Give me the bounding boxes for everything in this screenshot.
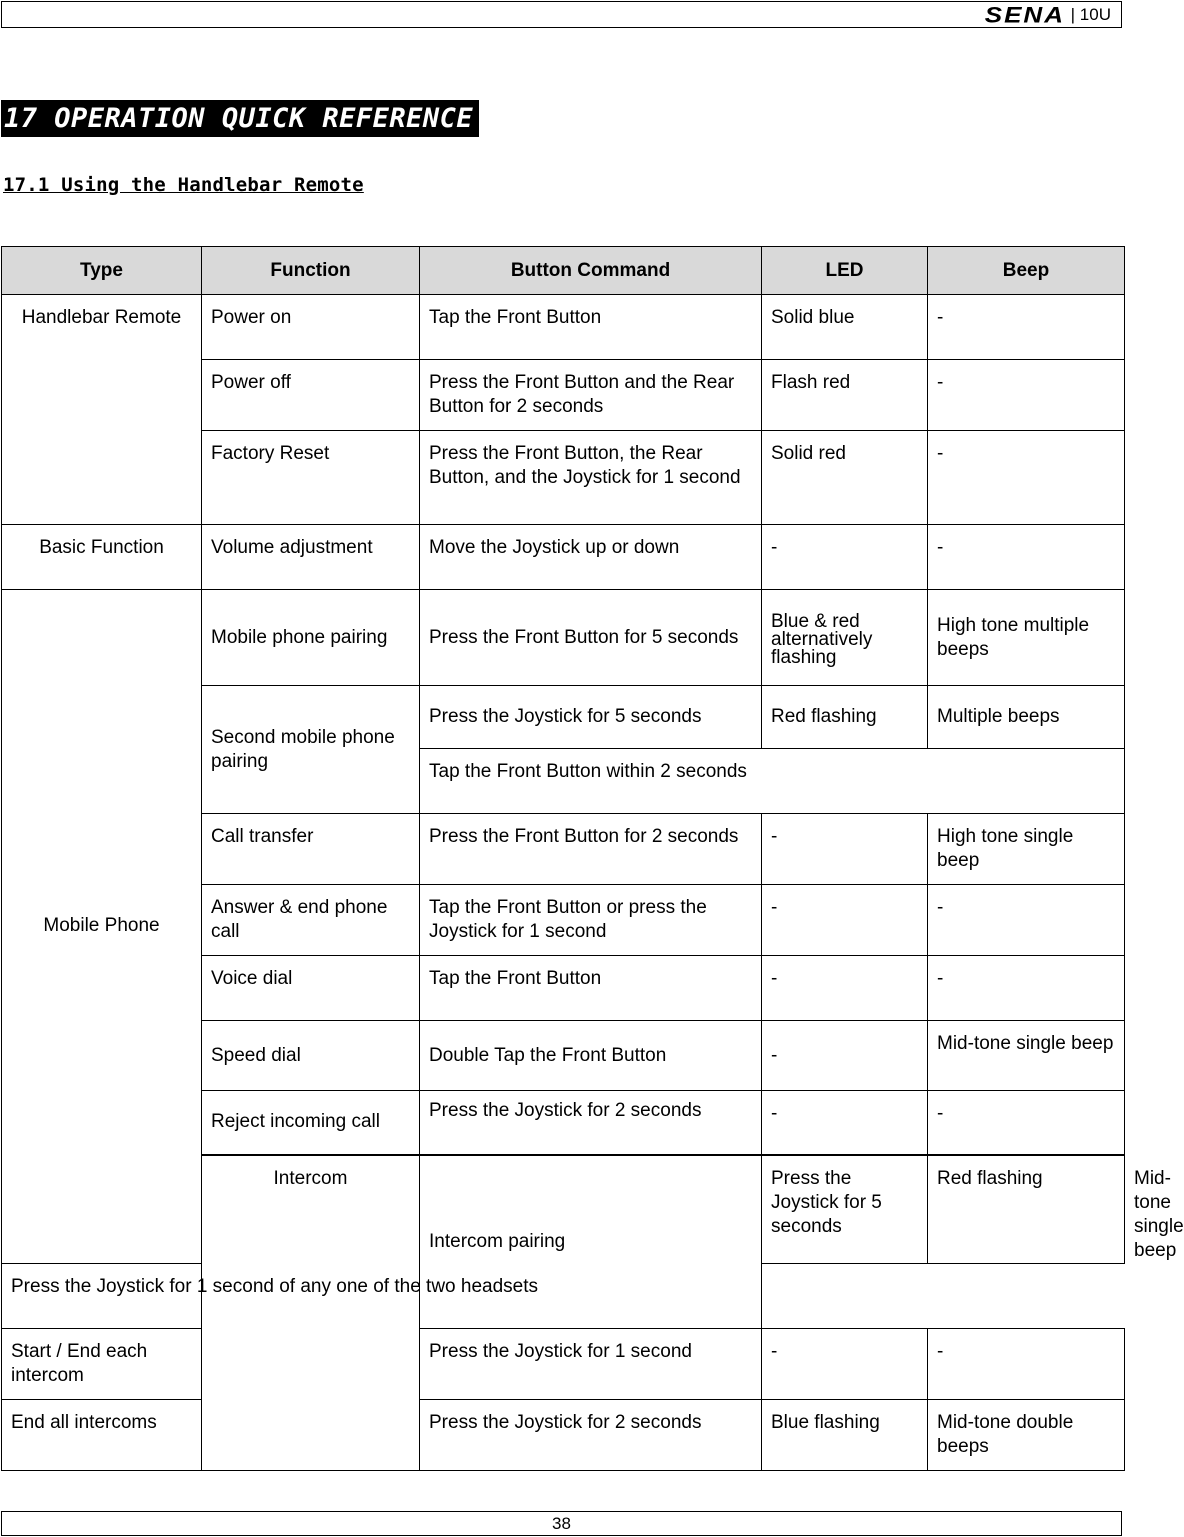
led-cell: Flash red — [762, 360, 928, 431]
beep-cell: Multiple beeps — [928, 686, 1125, 749]
function-cell: Reject incoming call — [202, 1091, 420, 1155]
command-cell: Press the Front Button for 2 seconds — [420, 814, 762, 885]
command-cell: Press the Joystick for 5 seconds — [420, 686, 762, 749]
table-row — [2, 1328, 1125, 1399]
function-cell: Mobile phone pairing — [202, 590, 420, 686]
command-cell: Double Tap the Front Button — [420, 1021, 762, 1091]
quick-reference-table — [1, 246, 1184, 1471]
function-cell: Power on — [202, 295, 420, 360]
table-row — [2, 590, 1125, 686]
function-cell: Power off — [202, 360, 420, 431]
command-cell: Press the Joystick for 1 second of any one of the two headsets — [2, 1263, 762, 1328]
led-cell: Red flashing — [762, 686, 928, 749]
function-cell: Second mobile phone pairing — [202, 686, 420, 814]
command-cell: Press the Joystick for 5 seconds — [762, 1155, 928, 1264]
page-header — [1, 1, 1122, 28]
header-function: Function — [202, 247, 420, 295]
beep-cell: - — [928, 956, 1125, 1021]
beep-cell: - — [928, 1091, 1125, 1155]
function-cell: Call transfer — [202, 814, 420, 885]
led-cell: Blue flashing — [762, 1399, 928, 1470]
led-cell: Solid blue — [762, 295, 928, 360]
led-cell: - — [762, 814, 928, 885]
table-header-row — [2, 247, 1125, 295]
header-led: LED — [762, 247, 928, 295]
page-number: 38 — [552, 1514, 571, 1533]
beep-cell: High tone single beep — [928, 814, 1125, 885]
led-cell: Red flashing — [928, 1155, 1125, 1264]
led-cell: - — [762, 956, 928, 1021]
header-type: Type — [2, 247, 202, 295]
type-cell: Mobile Phone — [2, 590, 202, 1264]
section-title: 17 OPERATION QUICK REFERENCE — [1, 100, 479, 137]
beep-cell: - — [928, 360, 1125, 431]
command-cell: Press the Front Button and the Rear Button for 2 seconds — [420, 360, 762, 431]
command-cell: Press the Front Button for 5 seconds — [420, 590, 762, 686]
beep-cell: - — [928, 525, 1125, 590]
table-row — [2, 295, 1125, 360]
command-cell: Tap the Front Button or press the Joystick for 1 second — [420, 885, 762, 956]
command-cell: Press the Front Button, the Rear Button, and the Joystick for 1 second — [420, 431, 762, 525]
page-footer — [1, 1511, 1122, 1536]
beep-cell: Mid-tone single beep — [928, 1021, 1125, 1091]
type-cell: Handlebar Remote — [2, 295, 202, 525]
command-cell: Move the Joystick up or down — [420, 525, 762, 590]
header-beep: Beep — [928, 247, 1125, 295]
subsection-title: 17.1 Using the Handlebar Remote — [3, 174, 364, 196]
beep-cell: - — [928, 295, 1125, 360]
beep-cell: - — [928, 1328, 1125, 1399]
beep-cell: Mid-tone double beeps — [928, 1399, 1125, 1470]
type-cell: Basic Function — [2, 525, 202, 590]
model-label: | 10U — [1070, 5, 1111, 24]
command-cell: Tap the Front Button within 2 seconds — [420, 749, 1125, 814]
function-cell: Volume adjustment — [202, 525, 420, 590]
function-cell: Factory Reset — [202, 431, 420, 525]
table-row — [2, 1263, 1125, 1328]
command-cell: Press the Joystick for 2 seconds — [420, 1399, 762, 1470]
table-row — [2, 1399, 1125, 1470]
type-cell: Intercom — [202, 1155, 420, 1471]
table-row — [2, 525, 1125, 590]
function-cell: Speed dial — [202, 1021, 420, 1091]
led-cell: Blue & red alternatively flashing — [762, 590, 928, 686]
function-cell: Start / End each intercom — [2, 1328, 202, 1399]
command-cell: Press the Joystick for 1 second — [420, 1328, 762, 1399]
command-cell: Press the Joystick for 2 seconds — [420, 1091, 762, 1155]
command-cell: Tap the Front Button — [420, 956, 762, 1021]
command-cell: Tap the Front Button — [420, 295, 762, 360]
led-cell: - — [762, 885, 928, 956]
led-cell: - — [762, 525, 928, 590]
led-cell: Solid red — [762, 431, 928, 525]
sena-logo: SENA — [984, 2, 1065, 28]
function-cell: End all intercoms — [2, 1399, 202, 1470]
header-button-command: Button Command — [420, 247, 762, 295]
beep-cell: - — [928, 885, 1125, 956]
beep-cell: - — [928, 431, 1125, 525]
led-cell: - — [762, 1328, 928, 1399]
function-cell: Voice dial — [202, 956, 420, 1021]
table-row: Intercom Intercom pairing Press the Joystick for 5 seconds Red flashing Mid-tone single beep — [2, 1155, 1125, 1264]
led-cell: - — [762, 1091, 928, 1155]
function-cell: Answer & end phone call — [202, 885, 420, 956]
function-cell: Intercom pairing — [420, 1155, 762, 1329]
led-cell: - — [762, 1021, 928, 1091]
beep-cell: High tone multiple beeps — [928, 590, 1125, 686]
